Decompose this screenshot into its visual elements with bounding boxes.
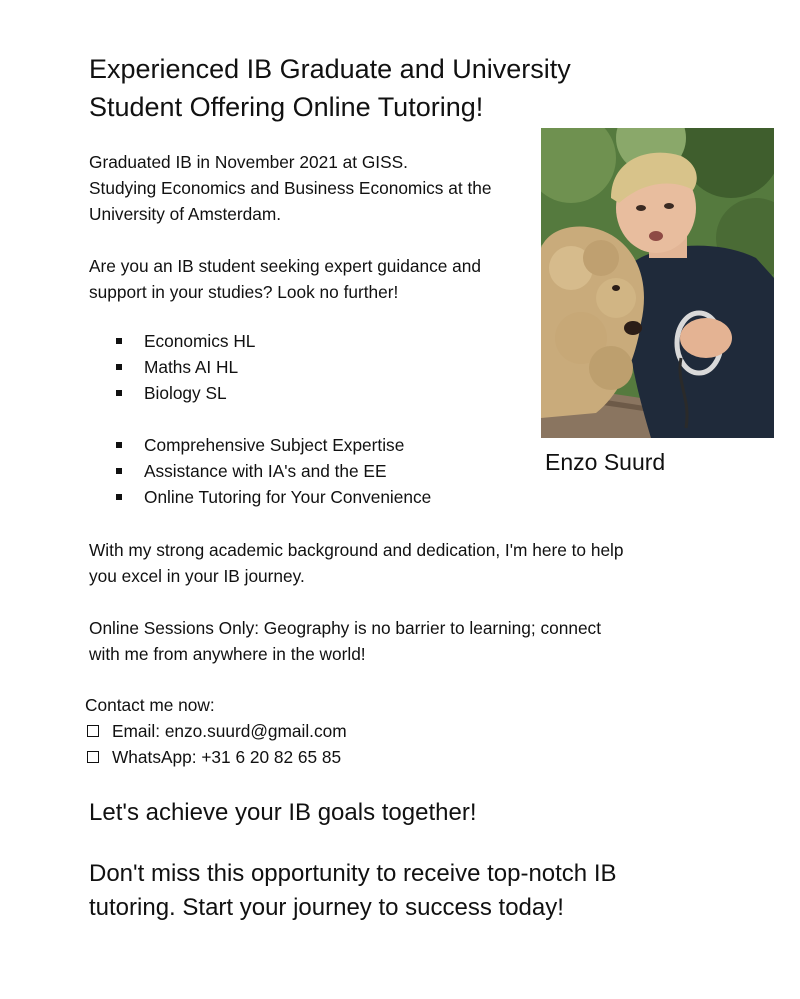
intro-line: University of Amsterdam. (89, 204, 282, 224)
tutor-photo-illustration (541, 128, 774, 438)
list-item: Assistance with IA's and the EE (112, 458, 431, 484)
bullet-square-icon (116, 364, 122, 370)
intro-line: Studying Economics and Business Economics at the (89, 178, 492, 198)
checkbox-outline-icon (87, 725, 99, 737)
flyer-title: Experienced IB Graduate and University Student Offering Online Tutoring! (89, 54, 571, 122)
contact-list (85, 718, 347, 770)
tutor-photo (541, 128, 774, 438)
subjects-list (112, 328, 255, 406)
question-paragraph: Are you an IB student seeking expert guidance and support in your studies? Look no further! (89, 256, 481, 302)
bullet-square-icon (116, 390, 122, 396)
closing-line: Let's achieve your IB goals together! (89, 799, 477, 826)
bullet-square-icon (116, 442, 122, 448)
contact-whatsapp: WhatsApp: +31 6 20 82 65 85 (85, 744, 347, 770)
list-item: Maths AI HL (112, 354, 255, 380)
photo-caption: Enzo Suurd (545, 449, 666, 475)
online-paragraph: Online Sessions Only: Geography is no barrier to learning; connect with me from anywhere in the world! (89, 618, 601, 664)
intro-line: Graduated IB in November 2021 at GISS. (89, 152, 408, 172)
services-list (112, 432, 431, 510)
pitch-paragraph: With my strong academic background and dedication, I'm here to help you excel in your IB journey. (89, 540, 624, 586)
bullet-square-icon (116, 494, 122, 500)
intro-paragraph (89, 149, 529, 227)
bullet-square-icon (116, 468, 122, 474)
contact-email: Email: enzo.suurd@gmail.com (85, 718, 347, 744)
final-line: Don't miss this opportunity to receive top-notch IB tutoring. Start your journey to success today! (89, 860, 617, 921)
list-item: Biology SL (112, 380, 255, 406)
checkbox-outline-icon (87, 751, 99, 763)
list-item: Online Tutoring for Your Convenience (112, 484, 431, 510)
list-item: Economics HL (112, 328, 255, 354)
contact-heading: Contact me now: (85, 695, 215, 715)
list-item: Comprehensive Subject Expertise (112, 432, 431, 458)
bullet-square-icon (116, 338, 122, 344)
